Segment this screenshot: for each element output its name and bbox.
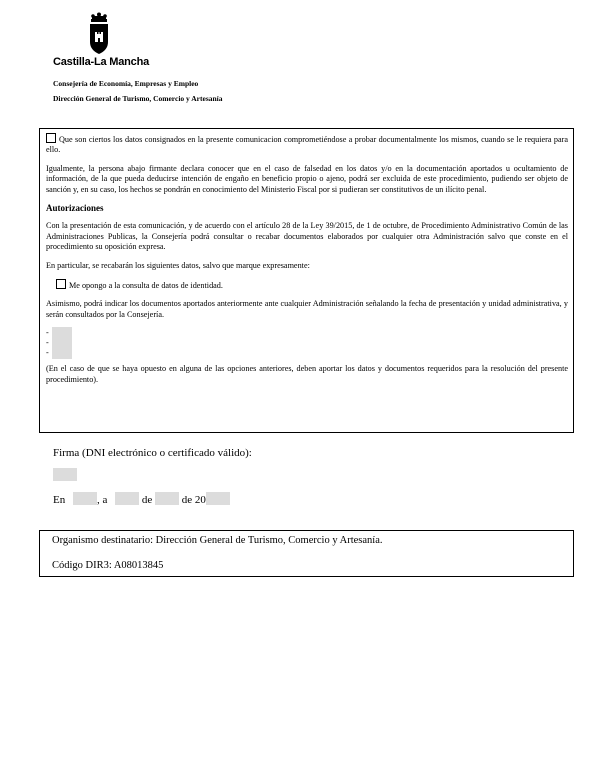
- autorizaciones-paragraph: Con la presentación de esta comunicación, y de acuerdo con el artículo 28 de la Ley 39/2015, de 1 de octubre, de Procedimiento Administrativo Común de las Administraciones Publicas, la Consejería podrá consultar o recabar documentos elaborados por cualquier otra Administración salvo que conste en el procedimiento su oposición expresa.: [46, 221, 568, 252]
- documents-list: [46, 328, 568, 358]
- place-input[interactable]: [73, 492, 97, 505]
- signature-field[interactable]: [53, 468, 77, 481]
- month-input[interactable]: [155, 492, 179, 505]
- place-date-line: [53, 492, 230, 506]
- nota-paragraph: (En el caso de que se haya opuesto en alguna de las opciones anteriores, deben aportar los datos y documentos requeridos para la resolución del presente procedimiento).: [46, 364, 568, 384]
- opposition-label: Me opongo a la consulta de datos de identidad.: [69, 281, 223, 291]
- year-input[interactable]: [206, 492, 230, 505]
- dir3-code: Código DIR3: A08013845: [52, 560, 164, 571]
- certify-checkbox[interactable]: [46, 133, 56, 143]
- certify-text: Que son ciertos los datos consignados en la presente comunicacion comprometiéndose a probar documentalmente los mismos, cuando se le requiera para ello.: [46, 135, 568, 155]
- documents-input[interactable]: [52, 327, 72, 359]
- directorate-name: Dirección General de Turismo, Comercio y Artesanía: [53, 94, 223, 103]
- opposition-checkbox[interactable]: [56, 279, 66, 289]
- document-item-dash: -: [46, 348, 49, 358]
- en-label: En: [53, 494, 66, 506]
- recipient-box: [39, 530, 574, 577]
- de-year-label: de 20: [181, 494, 206, 506]
- autorizaciones-heading: Autorizaciones: [46, 203, 104, 214]
- day-input[interactable]: [115, 492, 139, 505]
- brand-name: Castilla-La Mancha: [53, 56, 150, 68]
- de-label: de: [141, 494, 153, 506]
- a-label: , a: [96, 494, 108, 506]
- recipient-organism: Organismo destinatario: Dirección General de Turismo, Comercio y Artesanía.: [52, 535, 383, 546]
- signature-label: Firma (DNI electrónico o certificado válido):: [53, 447, 252, 459]
- falsedad-paragraph: Igualmente, la persona abajo firmante declara conocer que en el caso de falsedad en los datos y/o en la documentación aportados u ocultamiento de información, de la que pueda deducirse intención de engaño en beneficio propio o ajeno, podrá ser excluida de este procedimiento, pudiendo ser objeto de sanción y, en su caso, los hechos se pondrán en conocimiento del Ministerio Fiscal por si pudieran ser constitutivos de un ilícito penal.: [46, 163, 568, 194]
- declaration-box: [39, 128, 574, 433]
- particular-paragraph: En particular, se recabarán los siguientes datos, salvo que marque expresamente:: [46, 260, 310, 270]
- coat-of-arms-icon: [84, 10, 114, 56]
- department-name: Consejería de Economía, Empresas y Empleo: [53, 79, 199, 88]
- asimismo-paragraph: Asimismo, podrá indicar los documentos aportados anteriormente ante cualquier Administración señalando la fecha de presentación y unidad administrativa, y serán consultados por la Consejería.: [46, 299, 568, 319]
- document-item-dash: -: [46, 338, 49, 348]
- opposition-option: [56, 279, 568, 291]
- document-item-dash: -: [46, 328, 49, 338]
- certify-paragraph: [46, 133, 568, 156]
